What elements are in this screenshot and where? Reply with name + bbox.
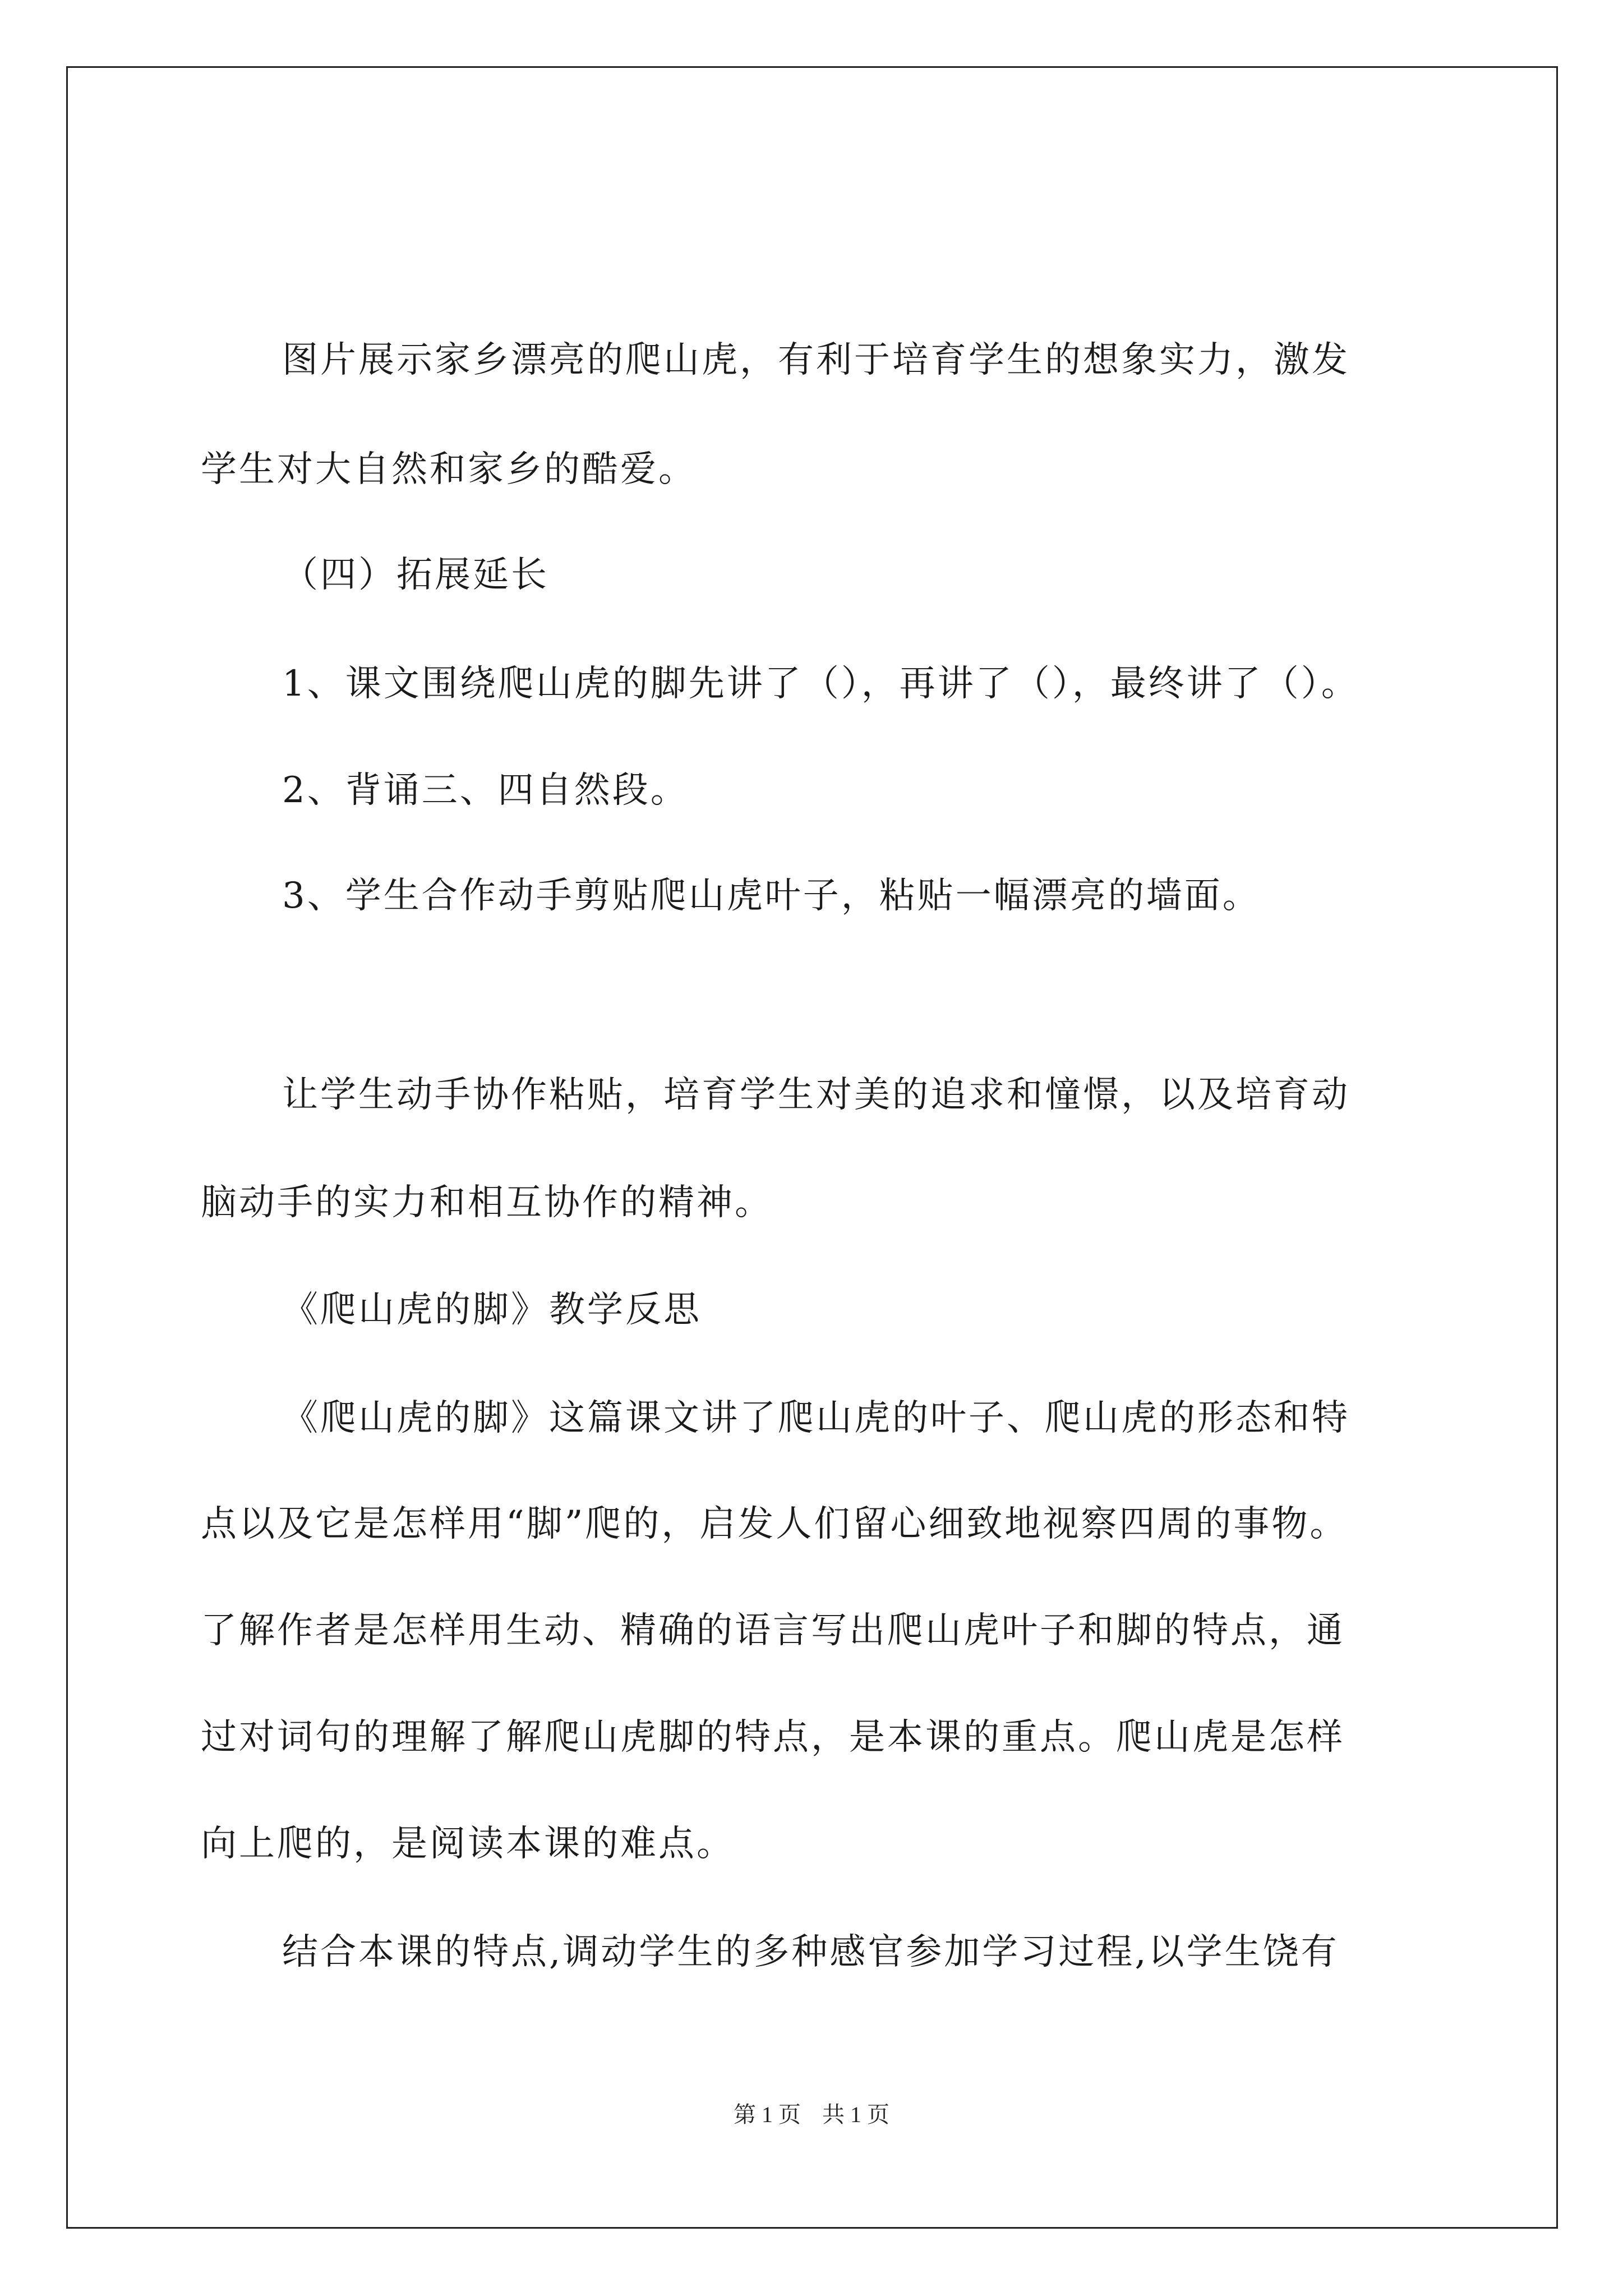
paragraph-line: 了解作者是怎样用生动、精确的语言写出爬山虎叶子和脚的特点，通 — [201, 1610, 1345, 1651]
section-heading: 《爬山虎的脚》教学反思 — [282, 1289, 702, 1331]
paragraph-line: 《爬山虎的脚》这篇课文讲了爬山虎的叶子、爬山虎的形态和特 — [282, 1397, 1350, 1439]
paragraph-line: 结合本课的特点,调动学生的多种感官参加学习过程,以学生饶有 — [282, 1931, 1339, 1973]
paragraph-line: 过对词句的理解了解爬山虎脚的特点，是本课的重点。爬山虎是怎样 — [201, 1717, 1345, 1758]
page-total: 共 1 页 — [822, 2102, 889, 2127]
paragraph-line: 脑动手的实力和相互协作的精神。 — [201, 1182, 773, 1223]
page-border — [66, 66, 1558, 2229]
list-item: 3、学生合作动手剪贴爬山虎叶子，粘贴一幅漂亮的墙面。 — [282, 875, 1261, 917]
paragraph-line: 向上爬的，是阅读本课的难点。 — [201, 1823, 735, 1865]
page-number: 第 1 页 — [734, 2102, 801, 2127]
paragraph-line: 让学生动手协作粘贴，培育学生对美的追求和憧憬，以及培育动 — [282, 1074, 1350, 1116]
paragraph-line: 图片展示家乡漂亮的爬山虎，有利于培育学生的想象实力，激发 — [282, 339, 1350, 381]
paragraph-line: 学生对大自然和家乡的酷爱。 — [201, 449, 697, 490]
paragraph-line: 点以及它是怎样用“脚”爬的，启发人们留心细致地视察四周的事物。 — [201, 1503, 1348, 1545]
section-heading: （四）拓展延长 — [282, 554, 549, 596]
page-footer — [0, 2097, 1623, 2129]
list-item: 2、背诵三、四自然段。 — [282, 770, 689, 811]
list-item: 1、课文围绕爬山虎的脚先讲了（），再讲了（），最终讲了（）。 — [282, 663, 1359, 705]
